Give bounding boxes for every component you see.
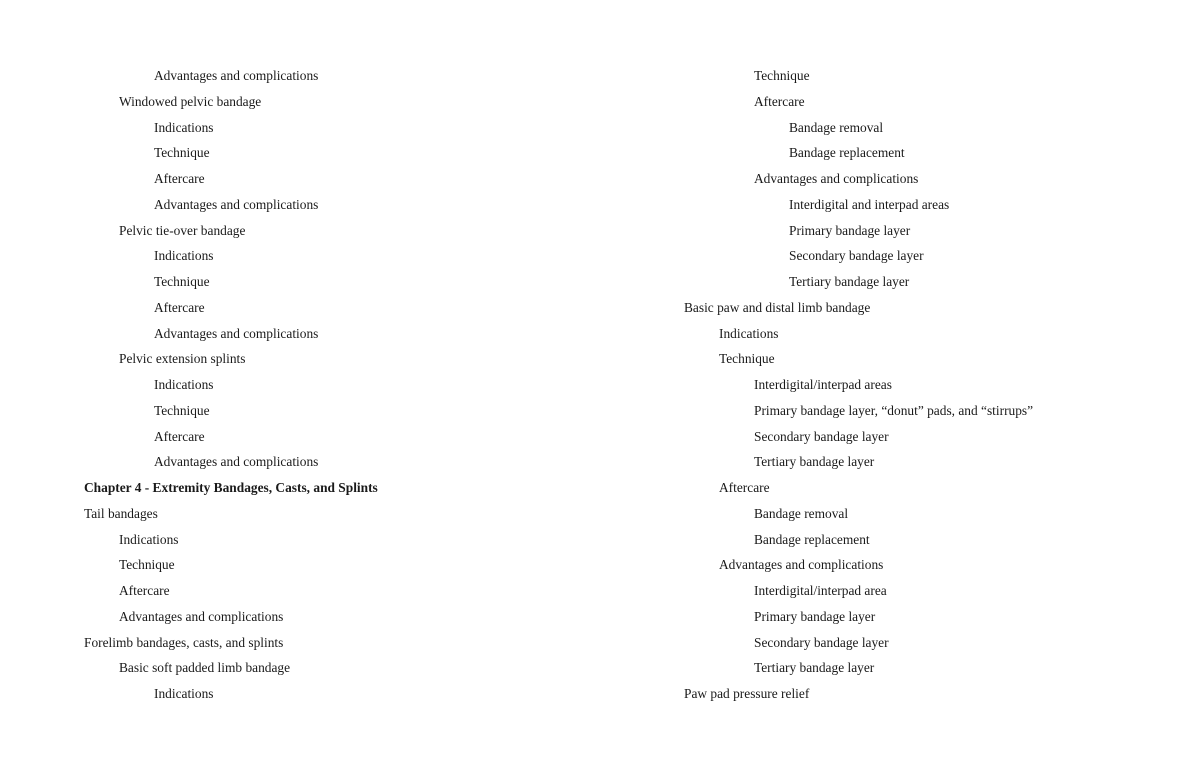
toc-entry: Interdigital and interpad areas — [789, 196, 950, 212]
toc-entry: Aftercare — [719, 480, 770, 495]
toc-entry: Advantages and complications — [119, 608, 284, 624]
toc-entry: Aftercare — [154, 428, 205, 444]
toc-entry: Bandage replacement — [789, 145, 905, 161]
toc-entry: Secondary bandage layer — [789, 248, 924, 264]
toc-entry: Technique — [154, 402, 210, 418]
toc-entry: Forelimb bandages, casts, and splints — [84, 634, 284, 650]
toc-entry: Primary bandage layer, “donut” pads, and “stirrups” — [754, 402, 1034, 418]
toc-entry: Aftercare — [154, 171, 205, 186]
toc-entry: Secondary bandage layer — [754, 428, 889, 444]
toc-entry: Paw pad pressure relief — [684, 686, 810, 701]
toc-left-column — [84, 63, 624, 707]
toc-entry: Bandage replacement — [754, 531, 870, 547]
toc-entry: Indications — [154, 686, 214, 701]
toc-entry: Interdigital/interpad area — [754, 583, 887, 598]
toc-entry: Advantages and complications — [154, 196, 319, 212]
toc-entry: Pelvic tie-over bandage — [119, 222, 246, 238]
toc-entry: Advantages and complications — [719, 557, 884, 573]
toc-entry: Bandage removal — [789, 119, 884, 135]
toc-entry: Tertiary bandage layer — [754, 454, 875, 470]
toc-entry: Technique — [154, 274, 210, 289]
toc-entry: Basic soft padded limb bandage — [119, 660, 291, 676]
toc-entry: Secondary bandage layer — [754, 634, 889, 650]
toc-entry: Windowed pelvic bandage — [119, 93, 262, 109]
toc-entry: Basic paw and distal limb bandage — [684, 299, 871, 315]
toc-entry: Advantages and complications — [154, 454, 319, 470]
toc-entry: Tail bandages — [84, 505, 158, 521]
toc-entry: Advantages and complications — [154, 325, 319, 341]
toc-entry: Tertiary bandage layer — [754, 660, 875, 676]
toc-entry: Aftercare — [119, 583, 170, 598]
toc-entry: Primary bandage layer — [754, 608, 876, 624]
toc-entry: Aftercare — [154, 299, 205, 315]
toc-entry: Indications — [154, 119, 214, 135]
toc-entry: Technique — [154, 145, 210, 161]
toc-right-column — [684, 63, 1184, 707]
chapter-heading: Chapter 4 - Extremity Bandages, Casts, and Splints — [84, 480, 378, 495]
toc-entry: Bandage removal — [754, 505, 849, 521]
toc-entry: Advantages and complications — [154, 68, 319, 83]
toc-entry: Aftercare — [754, 93, 805, 109]
toc-entry: Interdigital/interpad areas — [754, 377, 892, 392]
toc-entry: Indications — [119, 531, 179, 547]
toc-entry: Advantages and complications — [754, 171, 919, 186]
toc-entry: Technique — [719, 351, 775, 367]
toc-entry: Technique — [754, 68, 810, 83]
toc-entry: Tertiary bandage layer — [789, 274, 910, 289]
toc-entry: Primary bandage layer — [789, 222, 911, 238]
toc-entry: Indications — [154, 377, 214, 392]
toc-entry: Technique — [119, 557, 175, 573]
toc-entry: Pelvic extension splints — [119, 351, 246, 367]
toc-entry: Indications — [719, 325, 779, 341]
toc-entry: Indications — [154, 248, 214, 264]
